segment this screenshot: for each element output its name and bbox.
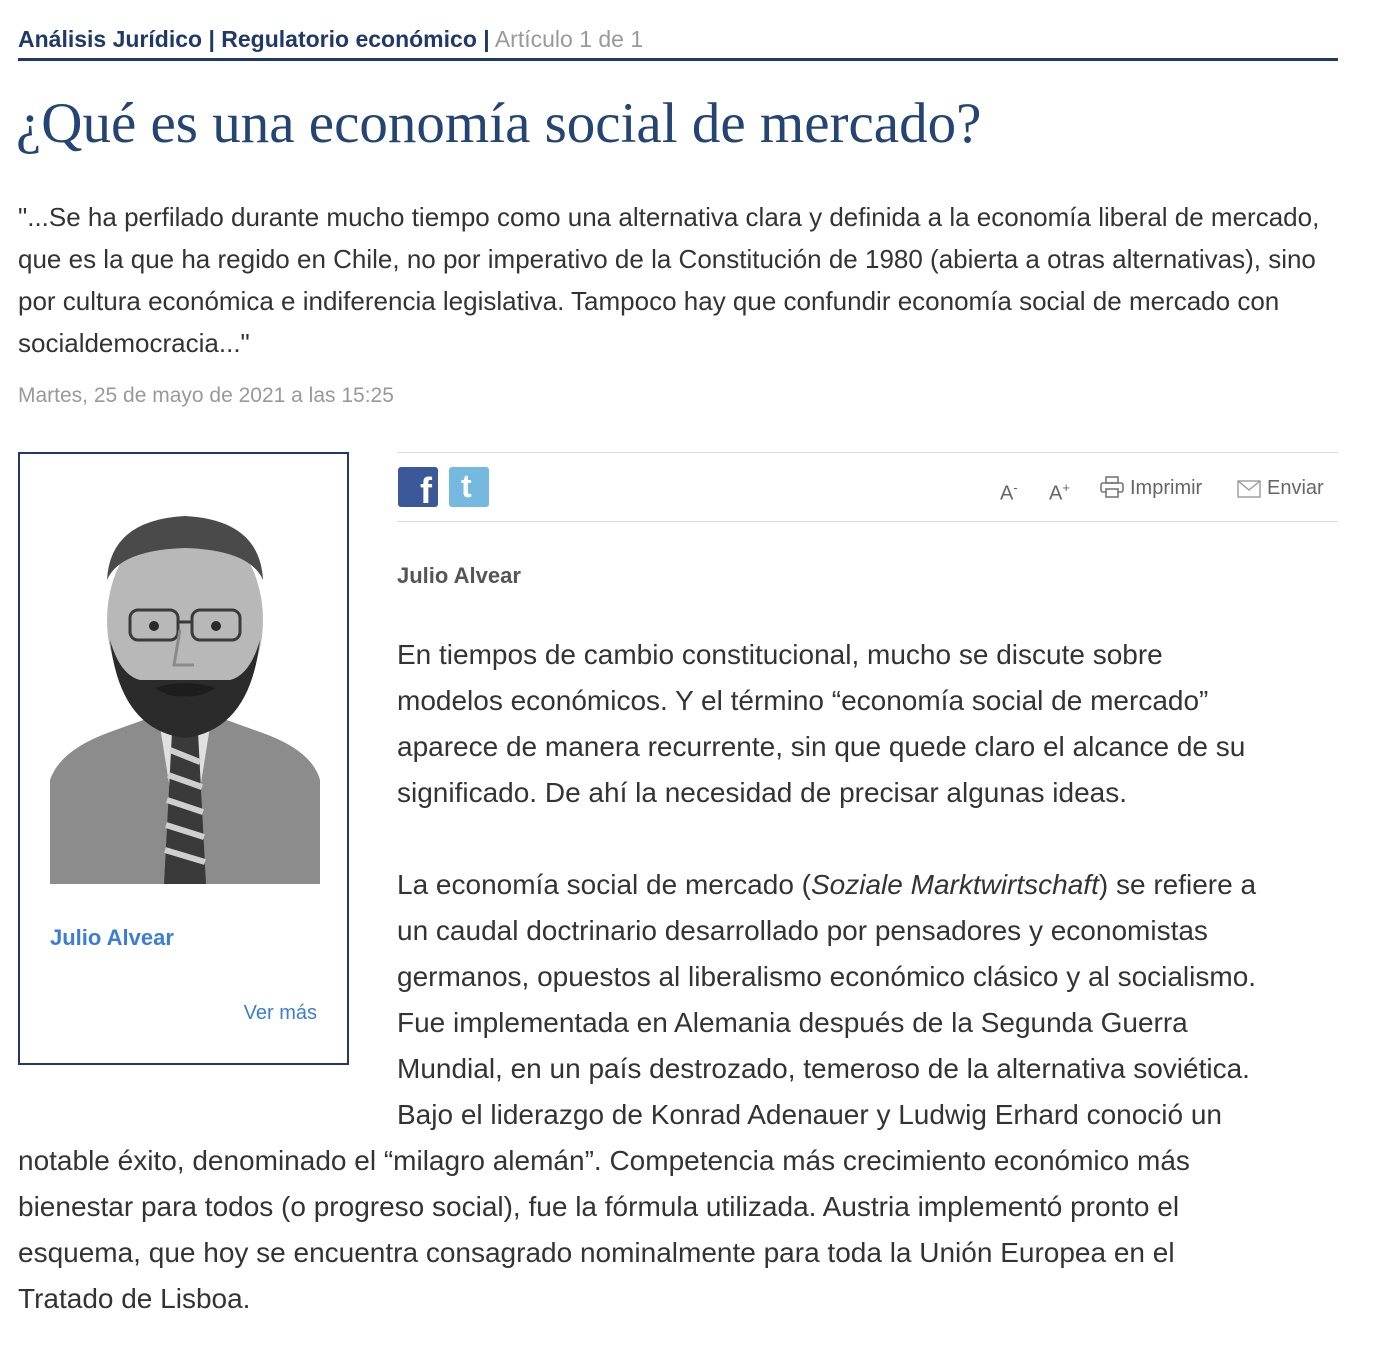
twitter-icon: t	[461, 468, 472, 504]
decrease-font-button[interactable]	[1000, 475, 1018, 507]
breadcrumb-separator: |	[208, 26, 215, 52]
header-divider	[18, 58, 1338, 61]
article-toolbar	[397, 452, 1338, 522]
printer-icon	[1100, 476, 1124, 498]
font-increase-sign: +	[1062, 480, 1070, 495]
paragraph-2-italic-term: Soziale Marktwirtschaft	[811, 869, 1099, 900]
breadcrumb-subsection-link[interactable]: Regulatorio económico	[221, 26, 477, 52]
send-label: Enviar	[1267, 477, 1324, 499]
increase-font-button[interactable]	[1049, 475, 1070, 507]
breadcrumb-article-position: Artículo 1 de 1	[494, 26, 644, 52]
author-photo	[50, 500, 320, 884]
paragraph-2-line: Fue implementada en Alemania después de la Segunda Guerra	[397, 1007, 1188, 1038]
breadcrumb-separator: |	[483, 26, 490, 52]
print-button[interactable]	[1100, 475, 1202, 501]
paragraph-2-line: notable éxito, denominado el “milagro alemán”. Competencia más crecimiento económico más	[18, 1145, 1190, 1176]
facebook-icon: f	[420, 470, 432, 511]
paragraph-2-text: La economía social de mercado (	[397, 869, 811, 900]
breadcrumb	[18, 24, 1338, 54]
author-name-link[interactable]: Julio Alvear	[50, 925, 174, 950]
font-increase-icon: A	[1049, 482, 1063, 505]
paragraph-2-line: esquema, que hoy se encuentra consagrado nominalmente para toda la Unión Europea en el	[18, 1237, 1175, 1268]
paragraph-2-line: germanos, opuestos al liberalismo económico clásico y al socialismo.	[397, 961, 1257, 992]
paragraph-1-line: significado. De ahí la necesidad de precisar algunas ideas.	[397, 777, 1128, 808]
envelope-icon	[1237, 480, 1261, 498]
paragraph-2-text: ) se refiere a	[1098, 869, 1257, 900]
font-decrease-sign: -	[1013, 480, 1018, 495]
paragraph-2-line: Tratado de Lisboa.	[18, 1283, 251, 1314]
article-byline: Julio Alvear	[397, 563, 521, 588]
paragraph-1-line: En tiempos de cambio constitucional, mucho se discute sobre	[397, 639, 1163, 670]
paragraph-2-line	[397, 862, 1256, 908]
twitter-share-button[interactable]	[449, 467, 489, 507]
print-label: Imprimir	[1130, 477, 1203, 499]
paragraph-2-line: un caudal doctrinario desarrollado por pensadores y economistas	[397, 915, 1208, 946]
paragraph-1-line: aparece de manera recurrente, sin que quede claro el alcance de su	[397, 731, 1246, 762]
paragraph-1-line: modelos económicos. Y el término “economía social de mercado”	[397, 685, 1209, 716]
see-more-link[interactable]: Ver más	[243, 1002, 317, 1024]
paragraph-2-line: bienestar para todos (o progreso social), fue la fórmula utilizada. Austria implementó pronto el	[18, 1191, 1180, 1222]
send-button[interactable]	[1237, 475, 1324, 501]
facebook-share-button[interactable]	[398, 467, 438, 511]
author-card	[18, 452, 349, 1065]
paragraph-2-line: Mundial, en un país destrozado, temeroso de la alternativa soviética.	[397, 1053, 1250, 1084]
article-date: Martes, 25 de mayo de 2021 a las 15:25	[18, 384, 394, 407]
paragraph-2-line: Bajo el liderazgo de Konrad Adenauer y Ludwig Erhard conoció un	[397, 1099, 1223, 1130]
article-title: ¿Qué es una economía social de mercado?	[16, 92, 982, 155]
article-lead: "...Se ha perfilado durante mucho tiempo como una alternativa clara y definida a la economía liberal de mercado, que es la que ha regido en Chile, no por imperativo de la Constitución de 1980 (abierta a otras alternativas), sino por cultura económica e indiferencia legislativa. Tampoco hay que confundir economía social de mercado con socialdemocracia..."	[18, 202, 1320, 358]
font-decrease-icon: A	[1000, 482, 1014, 505]
breadcrumb-section-link[interactable]: Análisis Jurídico	[18, 26, 203, 52]
